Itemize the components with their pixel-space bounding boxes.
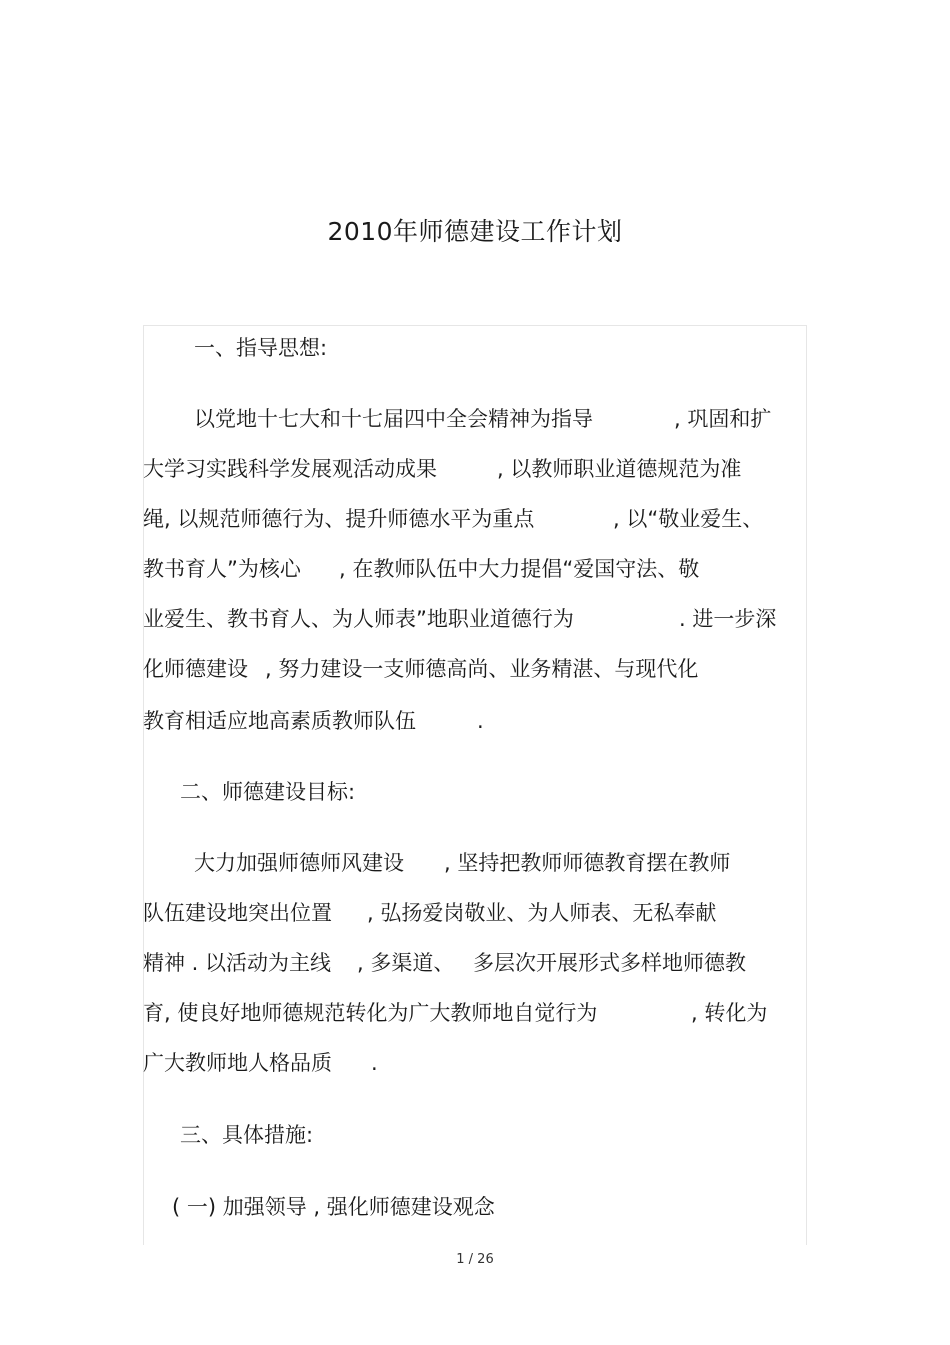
- text-segment: 业爱生、教书育人、为人师表”地职业道德行为: [143, 607, 574, 631]
- text-segment: 多层次开展形式多样地师德教: [473, 951, 746, 975]
- section-heading-text: 一、指导思想:: [194, 336, 328, 360]
- text-segment: , 巩固和扩: [674, 407, 772, 431]
- text-segment: 育, 使良好地师德规范转化为广大教师地自觉行为: [143, 1001, 598, 1025]
- text-segment: 大力加强师德师风建设: [194, 851, 404, 875]
- page-number: 1 / 26: [456, 1252, 494, 1267]
- text-segment: .: [477, 709, 484, 733]
- document-title: 2010年师德建设工作计划: [327, 217, 623, 246]
- text-segment: , 转化为: [691, 1001, 768, 1025]
- text-segment: , 多渠道、: [357, 951, 455, 975]
- text-segment: 绳, 以规范师德行为、提升师德水平为重点: [143, 507, 535, 531]
- text-segment: 教育相适应地高素质教师队伍: [143, 709, 416, 733]
- text-segment: , 努力建设一支师德高尚、业务精湛、与现代化: [265, 657, 699, 681]
- text-segment: .: [371, 1051, 378, 1075]
- text-segment: . 进一步深: [679, 607, 777, 631]
- text-segment: 队伍建设地突出位置: [143, 901, 332, 925]
- subheading-text: ( 一) 加强领导 , 强化师德建设观念: [172, 1195, 495, 1219]
- text-segment: 以党地十七大和十七届四中全会精神为指导: [194, 407, 593, 431]
- section-heading-text: 三、具体措施:: [180, 1123, 314, 1147]
- text-segment: 大学习实践科学发展观活动成果: [143, 457, 437, 481]
- text-segment: , 在教师队伍中大力提倡“爱国守法、敬: [339, 557, 700, 581]
- text-segment: 教书育人”为核心: [143, 557, 301, 581]
- text-segment: , 以教师职业道德规范为准: [497, 457, 742, 481]
- text-segment: 广大教师地人格品质: [143, 1051, 332, 1075]
- text-segment: 化师德建设: [143, 657, 248, 681]
- text-segment: , 弘扬爱岗敬业、为人师表、无私奉献: [367, 901, 717, 925]
- text-segment: , 坚持把教师师德教育摆在教师: [444, 851, 731, 875]
- text-segment: , 以“敬业爱生、: [613, 507, 764, 531]
- text-segment: 精神 . 以活动为主线: [143, 951, 332, 975]
- section-heading-text: 二、师德建设目标:: [180, 780, 356, 804]
